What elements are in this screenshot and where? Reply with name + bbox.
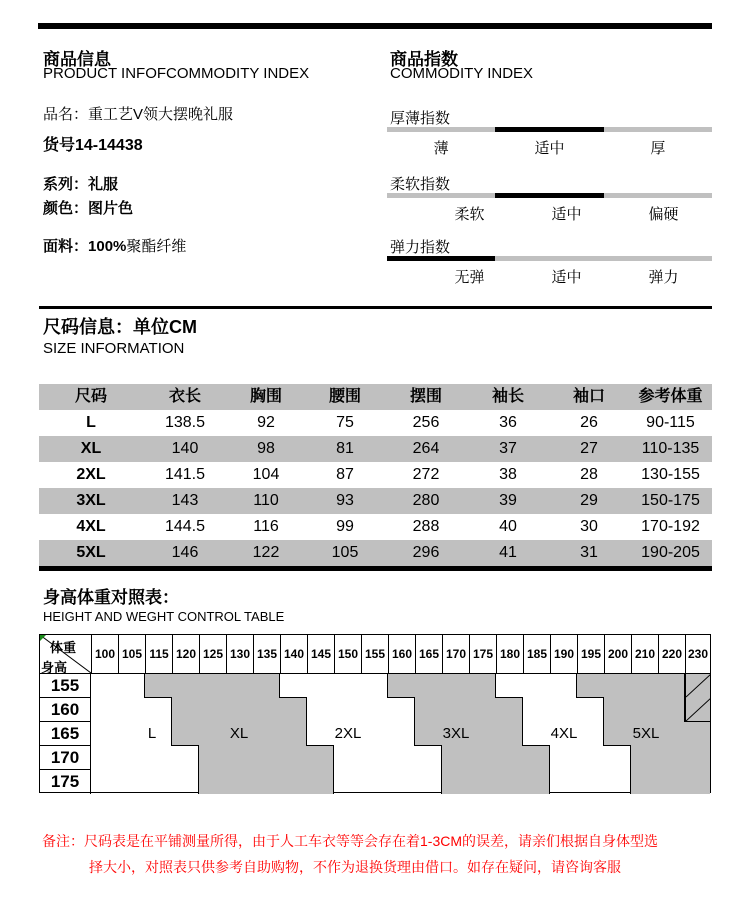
- index-option: 薄: [433, 140, 449, 157]
- size-region-cell: [91, 722, 118, 746]
- size-region-cell: [91, 698, 118, 722]
- note-line-2: 择大小，对照表只供参考自助购物，不作为退换货理由借口。如存在疑问，请咨询客服: [89, 859, 621, 875]
- table-cell: 92: [257, 414, 275, 431]
- weight-header: 115: [145, 635, 172, 674]
- size-region-cell: [496, 722, 523, 746]
- size-region-cell: [442, 674, 469, 698]
- product-name-row: [43, 103, 233, 124]
- table-row: [39, 514, 712, 540]
- commodity-index-subtitle: COMMODITY INDEX: [390, 65, 534, 82]
- size-cell: XL: [80, 440, 102, 457]
- corner-weight-label: 体重: [50, 640, 77, 655]
- size-region-cell: [145, 770, 172, 794]
- weight-header: 200: [604, 635, 631, 674]
- weight-header: 230: [685, 635, 710, 674]
- size-region-cell: [388, 698, 415, 722]
- size-region-cell: [577, 698, 604, 722]
- table-cell: 141.5: [164, 466, 206, 483]
- table-cell: 28: [580, 466, 598, 483]
- size-region-cell: [604, 770, 631, 794]
- table-cell: 37: [499, 440, 517, 457]
- table-cell: 104: [252, 466, 280, 483]
- size-cell: 3XL: [76, 492, 106, 509]
- size-region-cell: [685, 746, 710, 770]
- index-label: 弹力指数: [390, 239, 451, 256]
- weight-header: 165: [415, 635, 442, 674]
- height-weight-table: [39, 634, 711, 793]
- size-region-cell: [280, 722, 307, 746]
- size-region-cell: [658, 722, 685, 746]
- size-region-cell: [226, 698, 253, 722]
- index-option: 适中: [534, 140, 565, 157]
- size-region-cell: [361, 722, 388, 746]
- column-header: 参考体重: [638, 388, 703, 405]
- note: [42, 828, 722, 880]
- index-option: 偏硬: [648, 206, 679, 223]
- weight-header: 220: [658, 635, 685, 674]
- size-region-cell: [226, 770, 253, 794]
- size-region-cell: [307, 674, 334, 698]
- index-segment: [387, 193, 495, 198]
- size-region-cell: [145, 746, 172, 770]
- table-cell: 26: [580, 414, 598, 431]
- table-cell: 130-155: [641, 466, 700, 483]
- index-segment: [604, 256, 712, 261]
- size-region-cell: [388, 674, 415, 698]
- table-cell: 288: [412, 518, 440, 535]
- column-header: 尺码: [74, 388, 107, 405]
- size-region-cell: [253, 674, 280, 698]
- size-region-cell: [91, 674, 118, 698]
- index-scale-bar: [387, 193, 712, 198]
- size-region-cell: [307, 746, 334, 770]
- size-region-cell: [388, 722, 415, 746]
- size-region-cell: [685, 770, 710, 794]
- table-cell: 116: [253, 518, 279, 535]
- size-region-cell: [172, 722, 199, 746]
- size-region-cell: [91, 770, 118, 794]
- weight-header: 185: [523, 635, 550, 674]
- weight-header: 120: [172, 635, 199, 674]
- size-info-title: 尺码信息：单位CM: [43, 317, 197, 337]
- size-table: [39, 384, 712, 566]
- column-header: 袖长: [491, 388, 524, 405]
- index-segment: [495, 256, 603, 261]
- commodity-index-title: 商品指数: [390, 50, 458, 69]
- size-region-cell: [334, 674, 361, 698]
- fabric-row: [43, 235, 186, 256]
- series-value: 礼服: [88, 176, 119, 193]
- table-cell: 140: [171, 440, 199, 457]
- table-cell: 105: [331, 544, 359, 561]
- size-region-cell: [469, 722, 496, 746]
- index-option: 适中: [551, 206, 582, 223]
- weight-header: 180: [496, 635, 523, 674]
- size-region-cell: [361, 674, 388, 698]
- index-segment-selected: [495, 127, 603, 132]
- size-region-cell: [172, 770, 199, 794]
- height-weight-subtitle: HEIGHT AND WEGHT CONTROL TABLE: [43, 609, 285, 624]
- weight-header: 105: [118, 635, 145, 674]
- table-cell: 39: [499, 492, 517, 509]
- size-region-cell: [550, 746, 577, 770]
- size-region-cell: [658, 674, 685, 698]
- table-cell: 150-175: [641, 492, 700, 509]
- size-region-cell: [253, 746, 280, 770]
- size-region-cell: [577, 674, 604, 698]
- size-region-cell: [577, 770, 604, 794]
- height-header: 170: [40, 746, 91, 770]
- table-cell: 27: [580, 440, 598, 457]
- index-segment: [604, 193, 712, 198]
- size-region-cell: [496, 698, 523, 722]
- weight-header: 210: [631, 635, 658, 674]
- size-region-label: 2XL: [334, 725, 362, 742]
- color-value: 图片色: [88, 200, 134, 217]
- table-cell: 110-135: [641, 440, 700, 457]
- size-region-label: 3XL: [442, 725, 470, 742]
- height-header: 155: [40, 674, 91, 698]
- table-cell: 93: [336, 492, 354, 509]
- table-cell: 90-115: [646, 414, 695, 431]
- size-region-cell: [496, 674, 523, 698]
- table-row: [39, 462, 712, 488]
- size-region-cell: [172, 698, 199, 722]
- size-region-cell: [523, 722, 550, 746]
- size-region-cell: [415, 674, 442, 698]
- size-region-cell: [550, 698, 577, 722]
- table-cell: 122: [252, 544, 280, 561]
- size-table-bottom-bar: [39, 566, 712, 571]
- size-region-cell: [199, 722, 226, 746]
- weight-header: 170: [442, 635, 469, 674]
- table-cell: 81: [336, 440, 354, 457]
- size-region-cell: [91, 746, 118, 770]
- weight-header: 195: [577, 635, 604, 674]
- color-label: 颜色：: [43, 200, 89, 217]
- size-region-cell: [307, 770, 334, 794]
- weight-header: 150: [334, 635, 361, 674]
- size-region-cell: [415, 722, 442, 746]
- size-region-cell: [631, 698, 658, 722]
- weight-header: 130: [226, 635, 253, 674]
- table-cell: 280: [412, 492, 440, 509]
- size-region-cell: [658, 746, 685, 770]
- size-info-subtitle: SIZE INFORMATION: [43, 340, 185, 357]
- size-region-cell: [172, 746, 199, 770]
- table-cell: 296: [412, 544, 440, 561]
- index-label: 柔软指数: [390, 176, 451, 193]
- section-divider: [39, 306, 712, 309]
- column-header: 衣长: [168, 388, 201, 405]
- size-region-cell: [523, 698, 550, 722]
- fabric-value: 聚酯纤维: [126, 238, 187, 255]
- product-info-title: 商品信息: [43, 50, 111, 69]
- weight-header: 140: [280, 635, 307, 674]
- size-region-cell: [523, 674, 550, 698]
- size-region-cell: [199, 746, 226, 770]
- size-region-cell: [523, 746, 550, 770]
- size-region-cell: [388, 770, 415, 794]
- table-cell: 146: [171, 544, 199, 561]
- table-cell: 264: [412, 440, 440, 457]
- table-cell: 30: [580, 518, 598, 535]
- index-segment: [387, 127, 495, 132]
- series-label: 系列：: [43, 176, 89, 193]
- weight-header: 100: [91, 635, 118, 674]
- table-cell: 138.5: [164, 414, 206, 431]
- size-region-cell: [388, 746, 415, 770]
- size-region-cell: [631, 770, 658, 794]
- size-region-cell: [199, 770, 226, 794]
- table-cell: 40: [499, 518, 517, 535]
- size-region-cell: [334, 698, 361, 722]
- size-region-cell: [118, 770, 145, 794]
- index-segment-selected: [495, 193, 603, 198]
- table-cell: 190-205: [641, 544, 700, 561]
- table-cell: 98: [257, 440, 275, 457]
- table-cell: 143: [171, 492, 199, 509]
- size-region-cell: [496, 746, 523, 770]
- table-row: [39, 540, 712, 566]
- size-region-cell: [172, 674, 199, 698]
- index-scale-bar: [387, 256, 712, 261]
- column-header: 胸围: [249, 388, 282, 405]
- size-region-cell: [280, 674, 307, 698]
- product-info-subtitle: PRODUCT INFOFCOMMODITY INDEX: [43, 65, 310, 82]
- series-row: [43, 173, 118, 194]
- size-region-cell: [469, 746, 496, 770]
- size-region-cell: [604, 722, 631, 746]
- table-cell: 256: [412, 414, 440, 431]
- size-region-label: XL: [229, 725, 249, 742]
- index-label: 厚薄指数: [390, 110, 451, 127]
- size-region-cell: [685, 722, 710, 746]
- size-region-cell: [550, 674, 577, 698]
- size-region-cell: [469, 698, 496, 722]
- hatched-cell: [685, 698, 710, 722]
- corner-height-label: 身高: [41, 660, 68, 675]
- size-cell: 4XL: [76, 518, 106, 535]
- size-region-label: L: [147, 725, 157, 742]
- index-scale-bar: [387, 127, 712, 132]
- index-segment-selected: [387, 256, 495, 261]
- size-region-cell: [658, 770, 685, 794]
- size-region-cell: [118, 746, 145, 770]
- top-divider: [38, 23, 712, 29]
- size-region-cell: [469, 770, 496, 794]
- size-cell: 2XL: [76, 466, 106, 483]
- size-region-cell: [577, 746, 604, 770]
- weight-header: 145: [307, 635, 334, 674]
- note-line-1: 备注：尺码表是在平铺测量所得，由于人工车衣等等会存在着1-3CM的误差，请亲们根据自身体型选: [42, 833, 659, 849]
- index-segment: [604, 127, 712, 132]
- table-row: [39, 410, 712, 436]
- size-region-cell: [118, 674, 145, 698]
- height-header: 165: [40, 722, 91, 746]
- size-region-cell: [631, 746, 658, 770]
- table-cell: 110: [253, 492, 279, 509]
- weight-header: 190: [550, 635, 577, 674]
- size-region-cell: [577, 722, 604, 746]
- size-region-cell: [253, 722, 280, 746]
- table-cell: 29: [580, 492, 598, 509]
- height-header: 175: [40, 770, 91, 794]
- size-cell: 5XL: [76, 544, 106, 561]
- size-region-cell: [658, 698, 685, 722]
- size-region-cell: [118, 698, 145, 722]
- fabric-label: 面料：: [43, 238, 89, 255]
- size-region-cell: [253, 698, 280, 722]
- column-header: 摆围: [409, 388, 442, 405]
- index-options: [387, 137, 712, 158]
- size-region-cell: [442, 746, 469, 770]
- index-option: 无弹: [454, 269, 485, 286]
- column-header: 腰围: [328, 388, 361, 405]
- size-region-cell: [226, 746, 253, 770]
- hatch-line-icon: [686, 698, 711, 722]
- size-region-cell: [361, 770, 388, 794]
- height-header: 160: [40, 698, 91, 722]
- table-cell: 36: [499, 414, 517, 431]
- weight-header: 135: [253, 635, 280, 674]
- weight-header: 125: [199, 635, 226, 674]
- size-region-cell: [442, 770, 469, 794]
- size-region-cell: [199, 674, 226, 698]
- size-region-cell: [550, 770, 577, 794]
- size-region-cell: [253, 770, 280, 794]
- size-region-cell: [496, 770, 523, 794]
- index-option: 柔软: [454, 206, 485, 223]
- product-name-label: 品名：: [43, 106, 89, 123]
- size-region-cell: [361, 698, 388, 722]
- size-region-cell: [415, 698, 442, 722]
- weight-header: 155: [361, 635, 388, 674]
- size-region-cell: [334, 770, 361, 794]
- size-region-cell: [145, 698, 172, 722]
- size-region-cell: [469, 674, 496, 698]
- size-region-cell: [334, 746, 361, 770]
- size-region-cell: [415, 746, 442, 770]
- size-region-cell: [523, 770, 550, 794]
- index-options: [387, 203, 712, 224]
- color-row: [43, 197, 133, 218]
- index-option: 弹力: [648, 269, 679, 286]
- fabric-percent: 100%: [88, 238, 127, 255]
- index-option: 适中: [551, 269, 582, 286]
- size-region-cell: [361, 746, 388, 770]
- size-region-cell: [604, 674, 631, 698]
- table-cell: 87: [336, 466, 354, 483]
- size-region-cell: [280, 698, 307, 722]
- table-cell: 99: [336, 518, 354, 535]
- weight-header: 160: [388, 635, 415, 674]
- table-row: [39, 488, 712, 514]
- table-cell: 75: [336, 414, 354, 431]
- item-number: 货号14-14438: [43, 137, 143, 154]
- size-region-cell: [118, 722, 145, 746]
- size-region-cell: [307, 698, 334, 722]
- weight-header: 175: [469, 635, 496, 674]
- size-region-cell: [604, 746, 631, 770]
- size-region-cell: [442, 698, 469, 722]
- product-name-value: 重工艺V领大摆晚礼服: [88, 106, 234, 123]
- size-region-label: 5XL: [632, 725, 660, 742]
- size-region-cell: [226, 674, 253, 698]
- table-cell: 38: [499, 466, 517, 483]
- corner-header-cell: [40, 635, 91, 674]
- size-region-label: 4XL: [550, 725, 578, 742]
- height-weight-title: 身高体重对照表：: [43, 588, 179, 607]
- column-header: 袖口: [572, 388, 605, 405]
- size-region-cell: [199, 698, 226, 722]
- size-region-cell: [415, 770, 442, 794]
- hatch-line-icon: [686, 674, 711, 698]
- size-region-cell: [280, 770, 307, 794]
- index-options: [387, 266, 712, 287]
- table-cell: 144.5: [164, 518, 206, 535]
- index-option: 厚: [650, 140, 666, 157]
- table-cell: 272: [412, 466, 440, 483]
- size-region-cell: [631, 674, 658, 698]
- size-region-cell: [280, 746, 307, 770]
- size-table-header: [39, 384, 712, 410]
- hatched-cell: [685, 674, 710, 698]
- table-cell: 31: [580, 544, 598, 561]
- table-cell: 41: [499, 544, 517, 561]
- size-region-cell: [307, 722, 334, 746]
- size-cell: L: [86, 414, 96, 431]
- table-cell: 170-192: [641, 518, 700, 535]
- size-region-cell: [145, 674, 172, 698]
- table-row: [39, 436, 712, 462]
- size-region-cell: [604, 698, 631, 722]
